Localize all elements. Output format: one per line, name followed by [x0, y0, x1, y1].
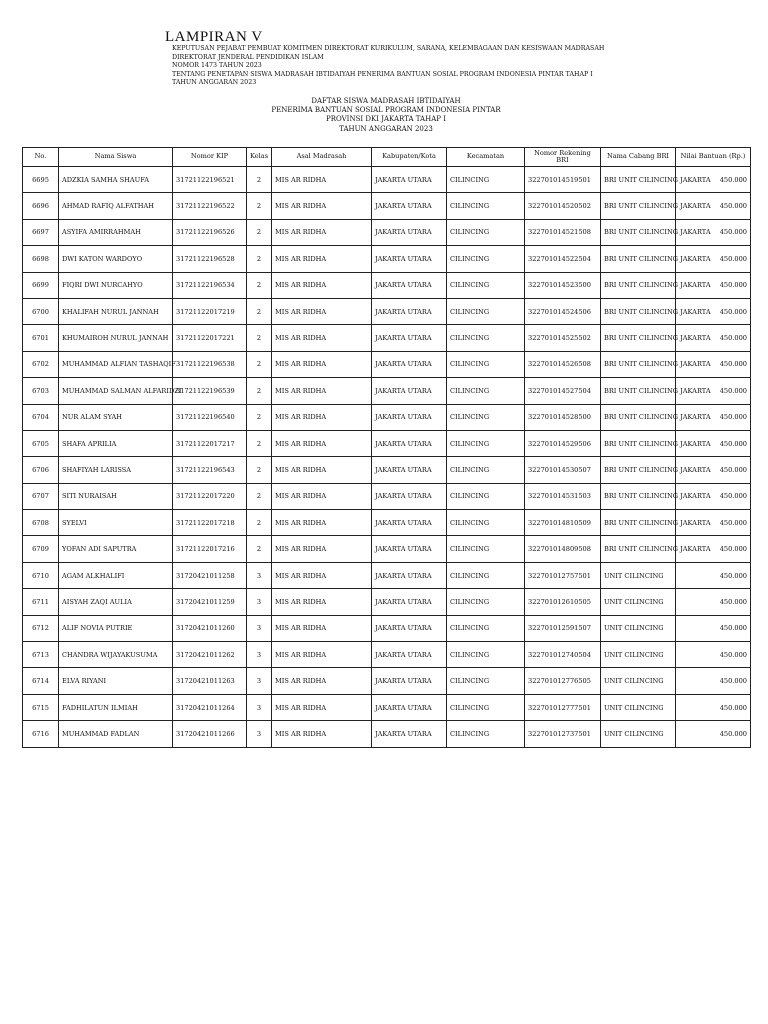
cell-kecamatan: CILINCING	[447, 404, 525, 430]
cell-kecamatan: CILINCING	[447, 351, 525, 377]
cell-nomor-rekening: 322701014526508	[525, 351, 601, 377]
cell-kabupaten-kota: JAKARTA UTARA	[372, 430, 447, 456]
cell-nama-cabang: BRI UNIT CILINCING JAKARTA	[601, 325, 676, 351]
cell-nama-siswa: YOFAN ADI SAPUTRA	[59, 536, 173, 562]
cell-nomor-rekening: 322701012610505	[525, 589, 601, 615]
cell-nomor-kip: 31720421011264	[173, 694, 247, 720]
cell-kelas: 2	[247, 483, 272, 509]
cell-nama-cabang: UNIT CILINCING	[601, 615, 676, 641]
table-row	[23, 219, 751, 245]
cell-nilai-bantuan: 450.000	[676, 483, 751, 509]
cell-no: 6696	[23, 193, 59, 219]
cell-kelas: 3	[247, 668, 272, 694]
cell-kecamatan: CILINCING	[447, 668, 525, 694]
cell-nomor-kip: 31721122017216	[173, 536, 247, 562]
cell-kelas: 2	[247, 298, 272, 324]
cell-nomor-kip: 31721122196543	[173, 457, 247, 483]
cell-asal-madrasah: MIS AR RIDHA	[272, 167, 372, 193]
column-header-no: No.	[23, 148, 59, 167]
cell-nama-cabang: BRI UNIT CILINCING JAKARTA	[601, 351, 676, 377]
cell-kabupaten-kota: JAKARTA UTARA	[372, 457, 447, 483]
cell-nomor-kip: 31721122196538	[173, 351, 247, 377]
cell-nomor-kip: 31720421011266	[173, 721, 247, 747]
cell-nomor-rekening: 322701012591507	[525, 615, 601, 641]
cell-kelas: 2	[247, 536, 272, 562]
cell-nomor-rekening: 322701014519501	[525, 167, 601, 193]
cell-asal-madrasah: MIS AR RIDHA	[272, 694, 372, 720]
cell-nomor-rekening: 322701012757501	[525, 562, 601, 588]
cell-nilai-bantuan: 450.000	[676, 325, 751, 351]
cell-nomor-rekening: 322701014527504	[525, 378, 601, 404]
page-title: LAMPIRAN V	[165, 29, 263, 45]
cell-nomor-rekening: 322701014810509	[525, 510, 601, 536]
cell-kelas: 2	[247, 167, 272, 193]
cell-asal-madrasah: MIS AR RIDHA	[272, 562, 372, 588]
cell-nomor-rekening: 322701014530507	[525, 457, 601, 483]
column-header-nama-cabang: Nama Cabang BRI	[601, 148, 676, 167]
cell-asal-madrasah: MIS AR RIDHA	[272, 721, 372, 747]
table-row	[23, 694, 751, 720]
cell-nomor-kip: 31721122017219	[173, 298, 247, 324]
cell-nama-siswa: ASYIFA AMIRRAHMAH	[59, 219, 173, 245]
cell-nilai-bantuan: 450.000	[676, 721, 751, 747]
cell-nilai-bantuan: 450.000	[676, 246, 751, 272]
cell-nomor-rekening: 322701012737501	[525, 721, 601, 747]
decree-line: TENTANG PENETAPAN SISWA MADRASAH IBTIDAIYAH PENERIMA BANTUAN SOSIAL PROGRAM INDONESIA PINTAR TAHAP I	[172, 70, 593, 78]
cell-nilai-bantuan: 450.000	[676, 430, 751, 456]
cell-kabupaten-kota: JAKARTA UTARA	[372, 298, 447, 324]
cell-nilai-bantuan: 450.000	[676, 562, 751, 588]
cell-nilai-bantuan: 450.000	[676, 536, 751, 562]
decree-line: DIREKTORAT JENDERAL PENDIDIKAN ISLAM	[172, 53, 324, 61]
cell-asal-madrasah: MIS AR RIDHA	[272, 246, 372, 272]
cell-no: 6708	[23, 510, 59, 536]
cell-nama-cabang: UNIT CILINCING	[601, 589, 676, 615]
cell-kabupaten-kota: JAKARTA UTARA	[372, 167, 447, 193]
cell-asal-madrasah: MIS AR RIDHA	[272, 483, 372, 509]
subtitle-line: DAFTAR SISWA MADRASAH IBTIDAIYAH	[311, 97, 461, 105]
cell-kelas: 2	[247, 378, 272, 404]
cell-kelas: 3	[247, 642, 272, 668]
cell-nomor-kip: 31720421011262	[173, 642, 247, 668]
cell-asal-madrasah: MIS AR RIDHA	[272, 193, 372, 219]
column-header-nomor-kip: Nomor KIP	[173, 148, 247, 167]
cell-kecamatan: CILINCING	[447, 694, 525, 720]
cell-kecamatan: CILINCING	[447, 589, 525, 615]
column-header-kabupaten-kota: Kabupaten/Kota	[372, 148, 447, 167]
table-row	[23, 325, 751, 351]
cell-kabupaten-kota: JAKARTA UTARA	[372, 589, 447, 615]
decree-header	[172, 45, 604, 88]
cell-nama-siswa: ALIF NOVIA PUTRIE	[59, 615, 173, 641]
cell-nomor-kip: 31721122017221	[173, 325, 247, 351]
cell-nama-cabang: UNIT CILINCING	[601, 721, 676, 747]
cell-kabupaten-kota: JAKARTA UTARA	[372, 668, 447, 694]
cell-nama-siswa: NUR ALAM SYAH	[59, 404, 173, 430]
student-table	[22, 147, 751, 748]
table-row	[23, 193, 751, 219]
cell-nama-cabang: BRI UNIT CILINCING JAKARTA	[601, 457, 676, 483]
cell-nama-siswa: AISYAH ZAQI AULIA	[59, 589, 173, 615]
cell-nama-cabang: BRI UNIT CILINCING JAKARTA	[601, 246, 676, 272]
cell-no: 6701	[23, 325, 59, 351]
decree-line: NOMOR 1473 TAHUN 2023	[172, 62, 262, 70]
cell-kecamatan: CILINCING	[447, 246, 525, 272]
cell-kelas: 3	[247, 562, 272, 588]
cell-nama-siswa: KHALIFAH NURUL JANNAH	[59, 298, 173, 324]
cell-no: 6714	[23, 668, 59, 694]
table-row	[23, 615, 751, 641]
cell-kecamatan: CILINCING	[447, 193, 525, 219]
cell-asal-madrasah: MIS AR RIDHA	[272, 457, 372, 483]
cell-nomor-kip: 31721122017220	[173, 483, 247, 509]
cell-kelas: 2	[247, 325, 272, 351]
cell-no: 6698	[23, 246, 59, 272]
cell-kecamatan: CILINCING	[447, 457, 525, 483]
cell-nomor-kip: 31721122196526	[173, 219, 247, 245]
cell-kabupaten-kota: JAKARTA UTARA	[372, 615, 447, 641]
cell-nilai-bantuan: 450.000	[676, 457, 751, 483]
column-header-kecamatan: Kecamatan	[447, 148, 525, 167]
cell-nilai-bantuan: 450.000	[676, 404, 751, 430]
cell-nomor-kip: 31720421011259	[173, 589, 247, 615]
table-row	[23, 404, 751, 430]
cell-nilai-bantuan: 450.000	[676, 351, 751, 377]
cell-kelas: 2	[247, 193, 272, 219]
cell-no: 6706	[23, 457, 59, 483]
cell-kecamatan: CILINCING	[447, 562, 525, 588]
cell-nilai-bantuan: 450.000	[676, 378, 751, 404]
decree-line: KEPUTUSAN PEJABAT PEMBUAT KOMITMEN DIREKTORAT KURIKULUM, SARANA, KELEMBAGAAN DAN KESISWAAN MADRASAH	[172, 45, 605, 52]
cell-nilai-bantuan: 450.000	[676, 193, 751, 219]
cell-no: 6703	[23, 378, 59, 404]
cell-kecamatan: CILINCING	[447, 483, 525, 509]
cell-kabupaten-kota: JAKARTA UTARA	[372, 325, 447, 351]
cell-nama-siswa: MUHAMMAD ALFIAN TASHAQIF	[59, 351, 173, 377]
cell-kabupaten-kota: JAKARTA UTARA	[372, 219, 447, 245]
cell-no: 6709	[23, 536, 59, 562]
cell-asal-madrasah: MIS AR RIDHA	[272, 298, 372, 324]
list-subtitle	[22, 97, 750, 134]
cell-kabupaten-kota: JAKARTA UTARA	[372, 721, 447, 747]
cell-nama-cabang: BRI UNIT CILINCING JAKARTA	[601, 404, 676, 430]
cell-kelas: 2	[247, 457, 272, 483]
column-header-nilai-bantuan: Nilai Bantuan (Rp.)	[676, 148, 751, 167]
cell-nama-cabang: BRI UNIT CILINCING JAKARTA	[601, 430, 676, 456]
cell-no: 6705	[23, 430, 59, 456]
cell-nomor-kip: 31720421011258	[173, 562, 247, 588]
cell-no: 6697	[23, 219, 59, 245]
cell-asal-madrasah: MIS AR RIDHA	[272, 351, 372, 377]
cell-kelas: 3	[247, 589, 272, 615]
cell-kecamatan: CILINCING	[447, 272, 525, 298]
column-header-nama-siswa: Nama Siswa	[59, 148, 173, 167]
table-row	[23, 589, 751, 615]
cell-nilai-bantuan: 450.000	[676, 589, 751, 615]
cell-asal-madrasah: MIS AR RIDHA	[272, 219, 372, 245]
cell-kecamatan: CILINCING	[447, 721, 525, 747]
table-row	[23, 430, 751, 456]
cell-nama-siswa: MUHAMMAD FADLAN	[59, 721, 173, 747]
column-header-nomor-rekening: Nomor Rekening BRI	[525, 148, 601, 167]
cell-no: 6702	[23, 351, 59, 377]
cell-kelas: 2	[247, 272, 272, 298]
table-header-row	[23, 148, 751, 167]
cell-nama-siswa: SHAFA APRILIA	[59, 430, 173, 456]
cell-nama-siswa: KHUMAIROH NURUL JANNAH	[59, 325, 173, 351]
cell-nomor-kip: 31721122196528	[173, 246, 247, 272]
cell-nomor-kip: 31721122196522	[173, 193, 247, 219]
cell-nomor-rekening: 322701014523500	[525, 272, 601, 298]
cell-asal-madrasah: MIS AR RIDHA	[272, 272, 372, 298]
table-row	[23, 668, 751, 694]
cell-nomor-rekening: 322701014521508	[525, 219, 601, 245]
cell-kelas: 3	[247, 615, 272, 641]
cell-nilai-bantuan: 450.000	[676, 167, 751, 193]
table-body	[23, 167, 751, 748]
cell-nama-siswa: ADZKIA SAMHA SHAUFA	[59, 167, 173, 193]
cell-nama-siswa: FIQRI DWI NURCAHYO	[59, 272, 173, 298]
table-row	[23, 351, 751, 377]
cell-no: 6713	[23, 642, 59, 668]
cell-nilai-bantuan: 450.000	[676, 272, 751, 298]
cell-kelas: 2	[247, 246, 272, 272]
cell-asal-madrasah: MIS AR RIDHA	[272, 510, 372, 536]
cell-no: 6710	[23, 562, 59, 588]
cell-kabupaten-kota: JAKARTA UTARA	[372, 246, 447, 272]
cell-kelas: 2	[247, 351, 272, 377]
cell-nama-siswa: FADHILATUN ILMIAH	[59, 694, 173, 720]
cell-nama-siswa: MUHAMMAD SALMAN ALFARIDZI	[59, 378, 173, 404]
table-row	[23, 272, 751, 298]
cell-nilai-bantuan: 450.000	[676, 298, 751, 324]
cell-kecamatan: CILINCING	[447, 642, 525, 668]
cell-kelas: 2	[247, 404, 272, 430]
cell-kabupaten-kota: JAKARTA UTARA	[372, 536, 447, 562]
table-row	[23, 721, 751, 747]
cell-nomor-kip: 31721122196540	[173, 404, 247, 430]
cell-nomor-rekening: 322701014522504	[525, 246, 601, 272]
cell-asal-madrasah: MIS AR RIDHA	[272, 378, 372, 404]
cell-nilai-bantuan: 450.000	[676, 615, 751, 641]
cell-nama-siswa: CHANDRA WIJAYAKUSUMA	[59, 642, 173, 668]
cell-nama-siswa: SITI NURAISAH	[59, 483, 173, 509]
cell-nama-siswa: SHAFIYAH LARISSA	[59, 457, 173, 483]
cell-no: 6712	[23, 615, 59, 641]
cell-kabupaten-kota: JAKARTA UTARA	[372, 562, 447, 588]
cell-nomor-kip: 31721122196539	[173, 378, 247, 404]
cell-nomor-rekening: 322701014520502	[525, 193, 601, 219]
table-row	[23, 642, 751, 668]
cell-nama-cabang: UNIT CILINCING	[601, 642, 676, 668]
cell-nomor-rekening: 322701012777501	[525, 694, 601, 720]
cell-nama-siswa: DWI KATON WARDOYO	[59, 246, 173, 272]
cell-kecamatan: CILINCING	[447, 167, 525, 193]
cell-kabupaten-kota: JAKARTA UTARA	[372, 351, 447, 377]
cell-asal-madrasah: MIS AR RIDHA	[272, 325, 372, 351]
cell-asal-madrasah: MIS AR RIDHA	[272, 642, 372, 668]
cell-nama-cabang: BRI UNIT CILINCING JAKARTA	[601, 536, 676, 562]
cell-nomor-rekening: 322701014529506	[525, 430, 601, 456]
cell-nilai-bantuan: 450.000	[676, 668, 751, 694]
cell-kelas: 3	[247, 694, 272, 720]
cell-nama-siswa: AGAM ALKHALIFI	[59, 562, 173, 588]
cell-nomor-rekening: 322701014531503	[525, 483, 601, 509]
table-row	[23, 378, 751, 404]
column-header-kelas: Kelas	[247, 148, 272, 167]
subtitle-line: PROVINSI DKI JAKARTA TAHAP I	[326, 115, 446, 124]
table-row	[23, 483, 751, 509]
subtitle-line: PENERIMA BANTUAN SOSIAL PROGRAM INDONESIA PINTAR	[271, 106, 501, 115]
cell-nama-cabang: BRI UNIT CILINCING JAKARTA	[601, 510, 676, 536]
cell-kecamatan: CILINCING	[447, 430, 525, 456]
table-row	[23, 167, 751, 193]
cell-kecamatan: CILINCING	[447, 510, 525, 536]
cell-nama-cabang: BRI UNIT CILINCING JAKARTA	[601, 298, 676, 324]
cell-nama-siswa: SYELVI	[59, 510, 173, 536]
cell-kabupaten-kota: JAKARTA UTARA	[372, 404, 447, 430]
cell-kabupaten-kota: JAKARTA UTARA	[372, 694, 447, 720]
cell-no: 6711	[23, 589, 59, 615]
cell-kabupaten-kota: JAKARTA UTARA	[372, 483, 447, 509]
cell-nama-cabang: BRI UNIT CILINCING JAKARTA	[601, 219, 676, 245]
cell-kecamatan: CILINCING	[447, 615, 525, 641]
cell-kecamatan: CILINCING	[447, 298, 525, 324]
decree-line: TAHUN ANGGARAN 2023	[172, 79, 257, 87]
cell-asal-madrasah: MIS AR RIDHA	[272, 615, 372, 641]
cell-kelas: 2	[247, 219, 272, 245]
cell-nama-cabang: UNIT CILINCING	[601, 694, 676, 720]
cell-kabupaten-kota: JAKARTA UTARA	[372, 193, 447, 219]
cell-no: 6715	[23, 694, 59, 720]
cell-nomor-rekening: 322701012776505	[525, 668, 601, 694]
cell-nama-cabang: BRI UNIT CILINCING JAKARTA	[601, 272, 676, 298]
cell-no: 6716	[23, 721, 59, 747]
cell-nomor-kip: 31720421011260	[173, 615, 247, 641]
cell-nomor-kip: 31721122196521	[173, 167, 247, 193]
cell-nilai-bantuan: 450.000	[676, 219, 751, 245]
cell-kecamatan: CILINCING	[447, 536, 525, 562]
cell-nama-cabang: BRI UNIT CILINCING JAKARTA	[601, 167, 676, 193]
cell-nomor-kip: 31721122017218	[173, 510, 247, 536]
table-row	[23, 562, 751, 588]
cell-kabupaten-kota: JAKARTA UTARA	[372, 272, 447, 298]
table-row	[23, 510, 751, 536]
column-header-asal-madrasah: Asal Madrasah	[272, 148, 372, 167]
cell-kabupaten-kota: JAKARTA UTARA	[372, 642, 447, 668]
cell-kelas: 3	[247, 721, 272, 747]
cell-nilai-bantuan: 450.000	[676, 642, 751, 668]
cell-nomor-rekening: 322701014524506	[525, 298, 601, 324]
table-row	[23, 298, 751, 324]
cell-nomor-kip: 31721122017217	[173, 430, 247, 456]
table-row	[23, 536, 751, 562]
cell-nomor-rekening: 322701012740504	[525, 642, 601, 668]
cell-kabupaten-kota: JAKARTA UTARA	[372, 378, 447, 404]
cell-nomor-rekening: 322701014528500	[525, 404, 601, 430]
cell-nomor-kip: 31720421011263	[173, 668, 247, 694]
cell-nomor-rekening: 322701014525502	[525, 325, 601, 351]
table-row	[23, 457, 751, 483]
cell-nomor-rekening: 322701014809508	[525, 536, 601, 562]
subtitle-line: TAHUN ANGGARAN 2023	[339, 124, 433, 133]
cell-nama-cabang: BRI UNIT CILINCING JAKARTA	[601, 483, 676, 509]
cell-asal-madrasah: MIS AR RIDHA	[272, 668, 372, 694]
cell-asal-madrasah: MIS AR RIDHA	[272, 404, 372, 430]
cell-nama-siswa: ELVA RIYANI	[59, 668, 173, 694]
cell-kelas: 2	[247, 430, 272, 456]
cell-asal-madrasah: MIS AR RIDHA	[272, 589, 372, 615]
table-row	[23, 246, 751, 272]
cell-no: 6707	[23, 483, 59, 509]
cell-kelas: 2	[247, 510, 272, 536]
cell-kecamatan: CILINCING	[447, 325, 525, 351]
cell-asal-madrasah: MIS AR RIDHA	[272, 536, 372, 562]
cell-nomor-kip: 31721122196534	[173, 272, 247, 298]
cell-nama-cabang: UNIT CILINCING	[601, 562, 676, 588]
cell-nama-siswa: AHMAD RAFIQ ALFATHAH	[59, 193, 173, 219]
cell-nama-cabang: BRI UNIT CILINCING JAKARTA	[601, 378, 676, 404]
cell-no: 6704	[23, 404, 59, 430]
cell-no: 6695	[23, 167, 59, 193]
cell-nilai-bantuan: 450.000	[676, 510, 751, 536]
cell-kabupaten-kota: JAKARTA UTARA	[372, 510, 447, 536]
cell-kecamatan: CILINCING	[447, 219, 525, 245]
cell-nama-cabang: UNIT CILINCING	[601, 668, 676, 694]
cell-no: 6700	[23, 298, 59, 324]
cell-nama-cabang: BRI UNIT CILINCING JAKARTA	[601, 193, 676, 219]
cell-asal-madrasah: MIS AR RIDHA	[272, 430, 372, 456]
cell-no: 6699	[23, 272, 59, 298]
cell-kecamatan: CILINCING	[447, 378, 525, 404]
cell-nilai-bantuan: 450.000	[676, 694, 751, 720]
